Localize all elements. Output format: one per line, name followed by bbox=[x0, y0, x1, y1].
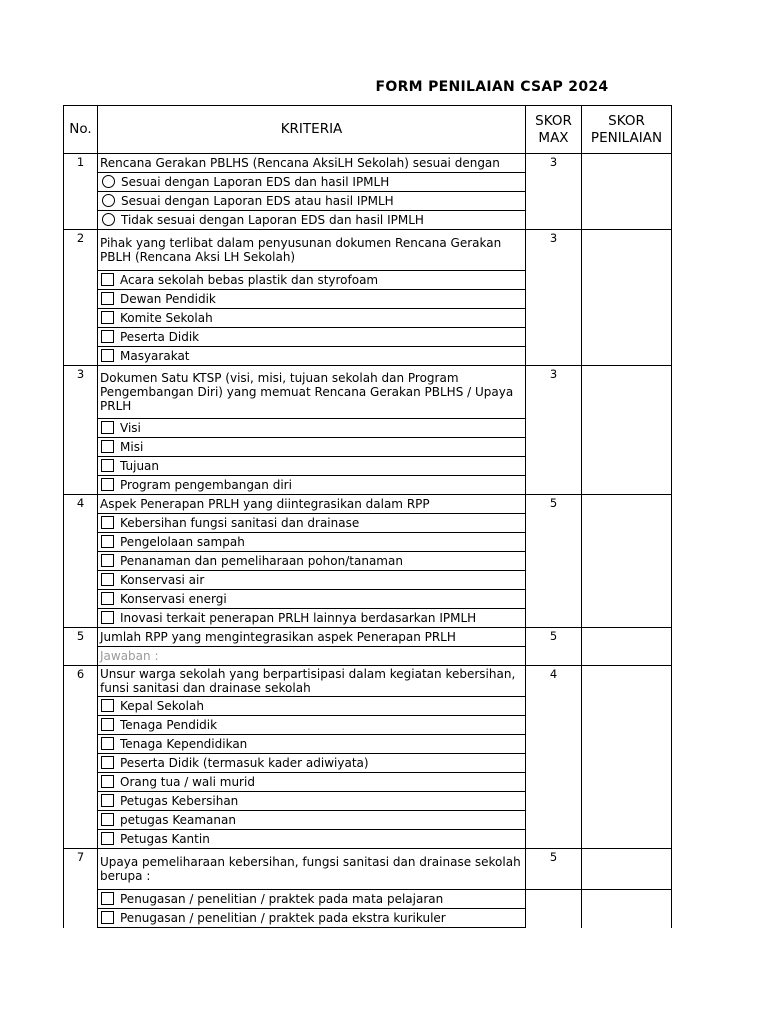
option-label: Konservasi air bbox=[120, 573, 205, 587]
skor-penilaian-input[interactable] bbox=[582, 230, 672, 366]
radio-button-icon[interactable] bbox=[102, 175, 115, 188]
checkbox-icon[interactable] bbox=[101, 330, 114, 343]
item-row bbox=[64, 849, 672, 890]
item-skor-max: 4 bbox=[526, 666, 582, 849]
checkbox-icon[interactable] bbox=[101, 349, 114, 362]
option[interactable] bbox=[98, 716, 526, 735]
skor-penilaian-input[interactable] bbox=[582, 366, 672, 495]
option[interactable] bbox=[98, 533, 526, 552]
option-label: Orang tua / wali murid bbox=[120, 775, 255, 789]
option-label: Acara sekolah bebas plastik dan styrofoam bbox=[120, 273, 379, 287]
option-label: Masyarakat bbox=[120, 349, 190, 363]
checkbox-icon[interactable] bbox=[101, 535, 114, 548]
option[interactable] bbox=[98, 328, 526, 347]
item-skor-max: 3 bbox=[526, 366, 582, 495]
skor-penilaian-input[interactable] bbox=[582, 154, 672, 230]
checkbox-icon[interactable] bbox=[101, 756, 114, 769]
item-number: 6 bbox=[64, 666, 98, 849]
option-row bbox=[64, 890, 672, 909]
answer-input[interactable]: Jawaban : bbox=[98, 647, 526, 666]
item-number: 3 bbox=[64, 366, 98, 495]
item-number: 7 bbox=[64, 849, 98, 928]
option-label: Peserta Didik bbox=[120, 330, 200, 344]
radio-button-icon[interactable] bbox=[102, 194, 115, 207]
option[interactable] bbox=[98, 754, 526, 773]
item-row bbox=[64, 495, 672, 514]
option-label: Komite Sekolah bbox=[120, 311, 213, 325]
item-row bbox=[64, 154, 672, 173]
header-kriteria: KRITERIA bbox=[98, 106, 526, 154]
option[interactable] bbox=[98, 419, 526, 438]
skor-penilaian-input[interactable] bbox=[582, 849, 672, 890]
option[interactable] bbox=[98, 590, 526, 609]
item-skor-max: 3 bbox=[526, 230, 582, 366]
option[interactable] bbox=[98, 552, 526, 571]
option-label: Visi bbox=[120, 421, 141, 435]
checkbox-icon[interactable] bbox=[101, 699, 114, 712]
checkbox-icon[interactable] bbox=[101, 459, 114, 472]
option[interactable] bbox=[98, 211, 526, 230]
option[interactable] bbox=[98, 830, 526, 849]
option-label: Petugas Kebersihan bbox=[120, 794, 239, 808]
option[interactable] bbox=[98, 609, 526, 628]
form-title: FORM PENILAIAN CSAP 2024 bbox=[375, 79, 609, 95]
option-label: Sesuai dengan Laporan EDS dan hasil IPMLH bbox=[121, 175, 390, 189]
checkbox-icon[interactable] bbox=[101, 292, 114, 305]
item-question: Aspek Penerapan PRLH yang diintegrasikan dalam RPP bbox=[98, 495, 526, 514]
option[interactable] bbox=[98, 192, 526, 211]
option-label: Dewan Pendidik bbox=[120, 292, 216, 306]
item-question: Rencana Gerakan PBLHS (Rencana AksiLH Sekolah) sesuai dengan bbox=[98, 154, 526, 173]
item-question: Dokumen Satu KTSP (visi, misi, tujuan sekolah dan Program Pengembangan Diri) yang memuat Rencana Gerakan PBLHS / Upaya PRLH bbox=[98, 366, 526, 419]
header-skor-penilaian: SKOR PENILAIAN bbox=[582, 106, 672, 154]
item-question: Unsur warga sekolah yang berpartisipasi dalam kegiatan kebersihan, funsi sanitasi dan drainase sekolah bbox=[98, 666, 526, 697]
option[interactable] bbox=[98, 735, 526, 754]
item-number: 2 bbox=[64, 230, 98, 366]
checkbox-icon[interactable] bbox=[101, 775, 114, 788]
item-question: Pihak yang terlibat dalam penyusunan dokumen Rencana Gerakan PBLH (Rencana Aksi LH Sekolah) bbox=[98, 230, 526, 271]
option[interactable] bbox=[98, 571, 526, 590]
option[interactable] bbox=[98, 457, 526, 476]
item-row bbox=[64, 666, 672, 697]
option-label: Tujuan bbox=[120, 459, 160, 473]
option[interactable] bbox=[98, 173, 526, 192]
checkbox-icon[interactable] bbox=[101, 573, 114, 586]
item-skor-max: 5 bbox=[526, 849, 582, 890]
checkbox-icon[interactable] bbox=[101, 611, 114, 624]
radio-button-icon[interactable] bbox=[102, 213, 115, 226]
option-label: Kepal Sekolah bbox=[120, 699, 204, 713]
option-label: Tenaga Pendidik bbox=[120, 718, 218, 732]
checkbox-icon[interactable] bbox=[101, 440, 114, 453]
empty-skor-max-cell bbox=[526, 890, 582, 928]
checkbox-icon[interactable] bbox=[101, 813, 114, 826]
header-row bbox=[64, 106, 672, 154]
checkbox-icon[interactable] bbox=[101, 554, 114, 567]
option-label: Tenaga Kependidikan bbox=[120, 737, 248, 751]
option-label: Pengelolaan sampah bbox=[120, 535, 245, 549]
option-label: Inovasi terkait penerapan PRLH lainnya berdasarkan IPMLH bbox=[120, 611, 477, 625]
option[interactable] bbox=[98, 347, 526, 366]
checkbox-icon[interactable] bbox=[101, 478, 114, 491]
option-label: Penugasan / penelitian / praktek pada ekstra kurikuler bbox=[120, 911, 446, 925]
option-label: Penanaman dan pemeliharaan pohon/tanaman bbox=[120, 554, 403, 568]
option[interactable] bbox=[98, 290, 526, 309]
checkbox-icon[interactable] bbox=[101, 273, 114, 286]
item-row bbox=[64, 230, 672, 271]
assessment-table bbox=[63, 105, 672, 928]
item-question: Jumlah RPP yang mengintegrasikan aspek Penerapan PRLH bbox=[98, 628, 526, 647]
option[interactable] bbox=[98, 811, 526, 830]
option[interactable] bbox=[98, 514, 526, 533]
checkbox-icon[interactable] bbox=[101, 311, 114, 324]
skor-penilaian-input[interactable] bbox=[582, 628, 672, 666]
option-label: Penugasan / penelitian / praktek pada mata pelajaran bbox=[120, 892, 444, 906]
header-no: No. bbox=[64, 106, 98, 154]
option[interactable] bbox=[98, 697, 526, 716]
option-label: Petugas Kantin bbox=[120, 832, 210, 846]
option-label: Peserta Didik (termasuk kader adiwiyata) bbox=[120, 756, 369, 770]
option[interactable] bbox=[98, 438, 526, 457]
checkbox-icon[interactable] bbox=[101, 794, 114, 807]
skor-penilaian-input[interactable] bbox=[582, 890, 672, 928]
item-skor-max: 5 bbox=[526, 495, 582, 628]
checkbox-icon[interactable] bbox=[101, 421, 114, 434]
item-row bbox=[64, 628, 672, 647]
checkbox-icon[interactable] bbox=[101, 892, 114, 905]
checkbox-icon[interactable] bbox=[101, 737, 114, 750]
item-number: 5 bbox=[64, 628, 98, 666]
option[interactable] bbox=[98, 909, 526, 928]
option-label: Sesuai dengan Laporan EDS atau hasil IPMLH bbox=[121, 194, 394, 208]
item-question: Upaya pemeliharaan kebersihan, fungsi sanitasi dan drainase sekolah berupa : bbox=[98, 849, 526, 890]
item-skor-max: 3 bbox=[526, 154, 582, 230]
option-label: Konservasi energi bbox=[120, 592, 227, 606]
item-number: 4 bbox=[64, 495, 98, 628]
option[interactable] bbox=[98, 890, 526, 909]
checkbox-icon[interactable] bbox=[101, 592, 114, 605]
option[interactable] bbox=[98, 773, 526, 792]
option-label: Misi bbox=[120, 440, 144, 454]
skor-penilaian-input[interactable] bbox=[582, 495, 672, 628]
option-label: Tidak sesuai dengan Laporan EDS dan hasil IPMLH bbox=[121, 213, 424, 227]
item-number: 1 bbox=[64, 154, 98, 230]
option[interactable] bbox=[98, 309, 526, 328]
item-row bbox=[64, 366, 672, 419]
checkbox-icon[interactable] bbox=[101, 832, 114, 845]
checkbox-icon[interactable] bbox=[101, 516, 114, 529]
option[interactable] bbox=[98, 271, 526, 290]
header-skor-max: SKOR MAX bbox=[526, 106, 582, 154]
option[interactable] bbox=[98, 476, 526, 495]
option-label: Program pengembangan diri bbox=[120, 478, 292, 492]
checkbox-icon[interactable] bbox=[101, 718, 114, 731]
option-label: petugas Keamanan bbox=[120, 813, 236, 827]
skor-penilaian-input[interactable] bbox=[582, 666, 672, 849]
option-label: Kebersihan fungsi sanitasi dan drainase bbox=[120, 516, 360, 530]
option[interactable] bbox=[98, 792, 526, 811]
item-skor-max: 5 bbox=[526, 628, 582, 666]
checkbox-icon[interactable] bbox=[101, 911, 114, 924]
